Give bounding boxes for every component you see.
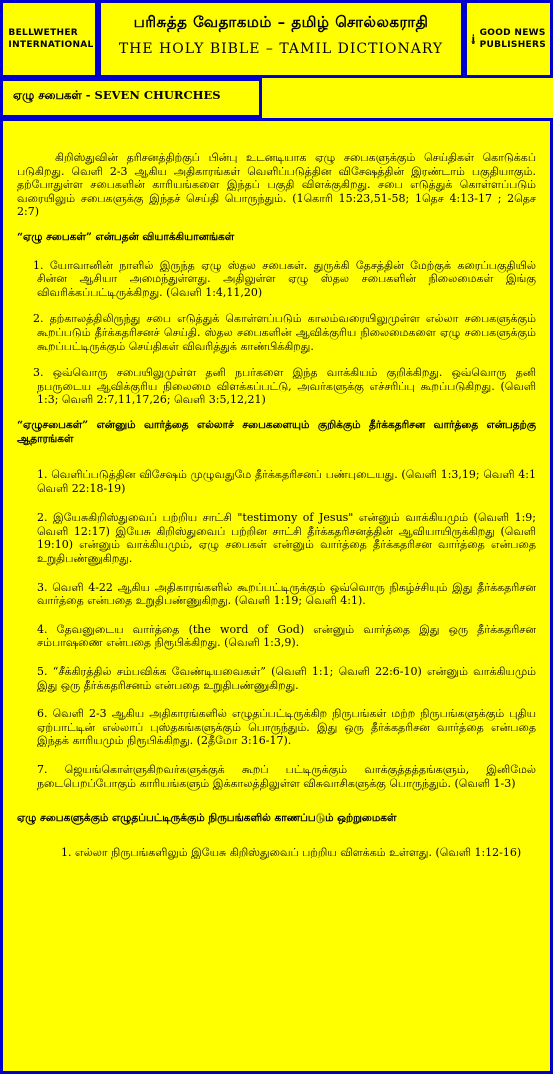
list-item: 2. இயேசுகிறிஸ்துவைப் பற்றிய சாட்சி "testimony of Jesus" என்னும் வாக்கியமும் (வெளி 1:9; வெளி 12:17) இயேசு கிறிஸ்துவைப் பற்றின சாட்சி தீர்க்கதரிசனத்தின் ஆவியாயிருக்கிறது (வெளி 19:10) என்னும் வாக்கியமும், ஏழு சபைகள் என்னும் வார்த்தை தீர்க்கதரிசன வார்த்தை என்பதை உறுதிபண்ணுகிறது. <box>37 511 537 566</box>
heading-similarities: ஏழு சபைகளுக்கும் எழுதப்பட்டிருக்கும் நிருபங்களில் காணப்படும் ஒற்றுமைகள் <box>17 812 397 825</box>
title-english: THE HOLY BIBLE – TAMIL DICTIONARY <box>118 41 444 57</box>
interpretations-list <box>17 259 536 407</box>
intro-paragraph: கிறிஸ்துவின் தரிசனத்திற்குப் பின்பு உடனடியாக ஏழு சபைகளுக்கும் செய்திகள் கொடுக்கப் படுகிறது. வெளி 2-3 ஆகிய அதிகாரங்கள் வெளிப்படுத்தின விசேஷத்தின் இரண்டாம் பகுதியாகும். தற்போதுள்ள சபைகளின் காரியங்களை இந்தப் பகுதி விளக்குகிறது. சபை எடுத்துக் கொள்ளப்படும் வரையிலும் சபைகளுக்கு இந்தச் செய்தி பொருந்தும். (1கொரி 15:23,51-58; 1தெச 4:13-17 ; 2தெச 2:7) <box>17 151 536 219</box>
list-item: 6. வெளி 2-3 ஆகிய அதிகாரங்களில் எழுதப்பட்டிருக்கிற நிருபங்கள் மற்ற நிருபங்களுக்கும் புதிய ஏற்பாட்டின் எல்லாப் புஸ்தகங்களுக்கும் பொருந்தும். இது ஒரு தீர்க்கதரிசன வார்த்தை என்பதை இந்தக் காரியமும் நிரூபிக்கிறது. (2தீமோ 3:16-17). <box>37 707 537 748</box>
list-item: 7. ஜெயங்கொள்ளுகிறவர்களுக்குக் கூறப் பட்டிருக்கும் வாக்குத்தத்தங்களும், இனிமேல் நடைபெறப்போகும் காரியங்களும் இக்காலத்திலுள்ள விசுவாசிகளுக்கு பொருந்தும். (வெளி 1-3) <box>37 763 536 790</box>
title-tamil: பரிசுத்த வேதாகமம் – தமிழ் சொல்லகராதி <box>133 13 429 31</box>
good-news-logo <box>464 0 553 78</box>
list-item: 3. ஒவ்வொரு சபையிலுமுள்ள தனி நபர்களை இந்த வாக்கியம் குறிக்கிறது. ஒவ்வொரு தனி நபருடைய ஆவிக்குரிய நிலைமை விளக்கப்பட்டு, அவர்களுக்கு எச்சரிப்பு கூறப்படுகிறது. (வெளி 1:3; வெளி 2:7,11,17,26; வெளி 3:5,12,21) <box>33 366 537 407</box>
list-item: 3. வெளி 4-22 ஆகிய அதிகாரங்களில் கூறப்பட்டிருக்கும் ஒவ்வொரு நிகழ்ச்சியும் இது தீர்க்கதரிசன வார்த்தை என்பதை உறுதிபண்ணுகிறது. (வெளி 1:19; வெளி 4:1). <box>37 580 536 608</box>
good-news-logo-text: GOOD NEWS PUBLISHERS <box>479 28 546 50</box>
heading-interpretations: “ஏழு சபைகள்” என்பதன் வியாக்கியானங்கள் <box>17 230 235 243</box>
article-body <box>17 151 536 859</box>
list-item: 5. “சீக்கிரத்தில் சம்பவிக்க வேண்டியவைகள்” (வெளி 1:1; வெளி 22:6-10) என்னும் வாக்கியமும் இது ஒரு தீர்க்கதரிசனம் என்பதை உறுதிபண்ணுகிறது. <box>37 665 537 692</box>
evidence-list <box>17 468 536 790</box>
list-item: 4. தேவனுடைய வார்த்தை (the word of God) என்னும் வார்த்தை இது ஒரு தீர்க்கதரிசன சம்பாஷணை என்பதை நிரூபிக்கிறது. (வெளி 1:3,9). <box>37 622 536 650</box>
list-item: 1. யோவானின் நாளில் இருந்த ஏழு ஸ்தல சபைகள். துருக்கி தேசத்தின் மேற்குக் கரைப்பகுதியில் சின்ன ஆசியா அமைந்துள்ளது. அதிலுள்ள ஏழு ஸ்தல சபைகளின் நிலைமைகள் இங்கு விவரிக்கப்பட்டிருக்கிறது. (வெளி 1:4,11,20) <box>33 258 536 299</box>
lamp-icon <box>471 19 476 59</box>
list-item: 2. தற்காலத்திலிருந்து சபை எடுத்துக் கொள்ளப்படும் காலம்வரையிலுமுள்ள எல்லா சபைகளுக்கும் கூறப்படும் தீர்க்கதரிசனச் செய்தி. ஸ்தல சபைகளின் ஆவிக்குரிய நிலைமைகளை ஏழு சபைகளுக்கும் கூறப்பட்டிருக்கும் செய்திகள் விவரித்துக் காண்பிக்கிறது. <box>33 312 536 353</box>
heading-evidence: “ஏழுசபைகள்” என்னும் வார்த்தை எல்லாச் சபைகளையும் குறிக்கும் தீர்க்கதரிசன வார்த்தை என்பதற்கு ஆதாரங்கள் <box>17 418 536 445</box>
bellwether-logo-text: BELLWETHER INTERNATIONAL <box>8 28 94 50</box>
section-title: ஏழு சபைகள் - SEVEN CHURCHES <box>13 88 221 102</box>
list-item: 1. வெளிப்படுத்தின விசேஷம் முழுவதுமே தீர்க்கதரிசனப் பண்புடையது. (வெளி 1:3,19; வெளி 4:1 வெளி 22:18-19) <box>37 468 536 495</box>
section-header <box>0 78 262 118</box>
list-item: 1. எல்லா நிருபங்களிலும் இயேசு கிறிஸ்துவைப் பற்றிய விளக்கம் உள்ளது. (வெளி 1:12-16) <box>61 845 522 859</box>
bellwether-logo <box>0 0 98 78</box>
similarities-list <box>17 846 536 860</box>
content-panel <box>0 118 553 1074</box>
dictionary-title <box>98 0 464 78</box>
